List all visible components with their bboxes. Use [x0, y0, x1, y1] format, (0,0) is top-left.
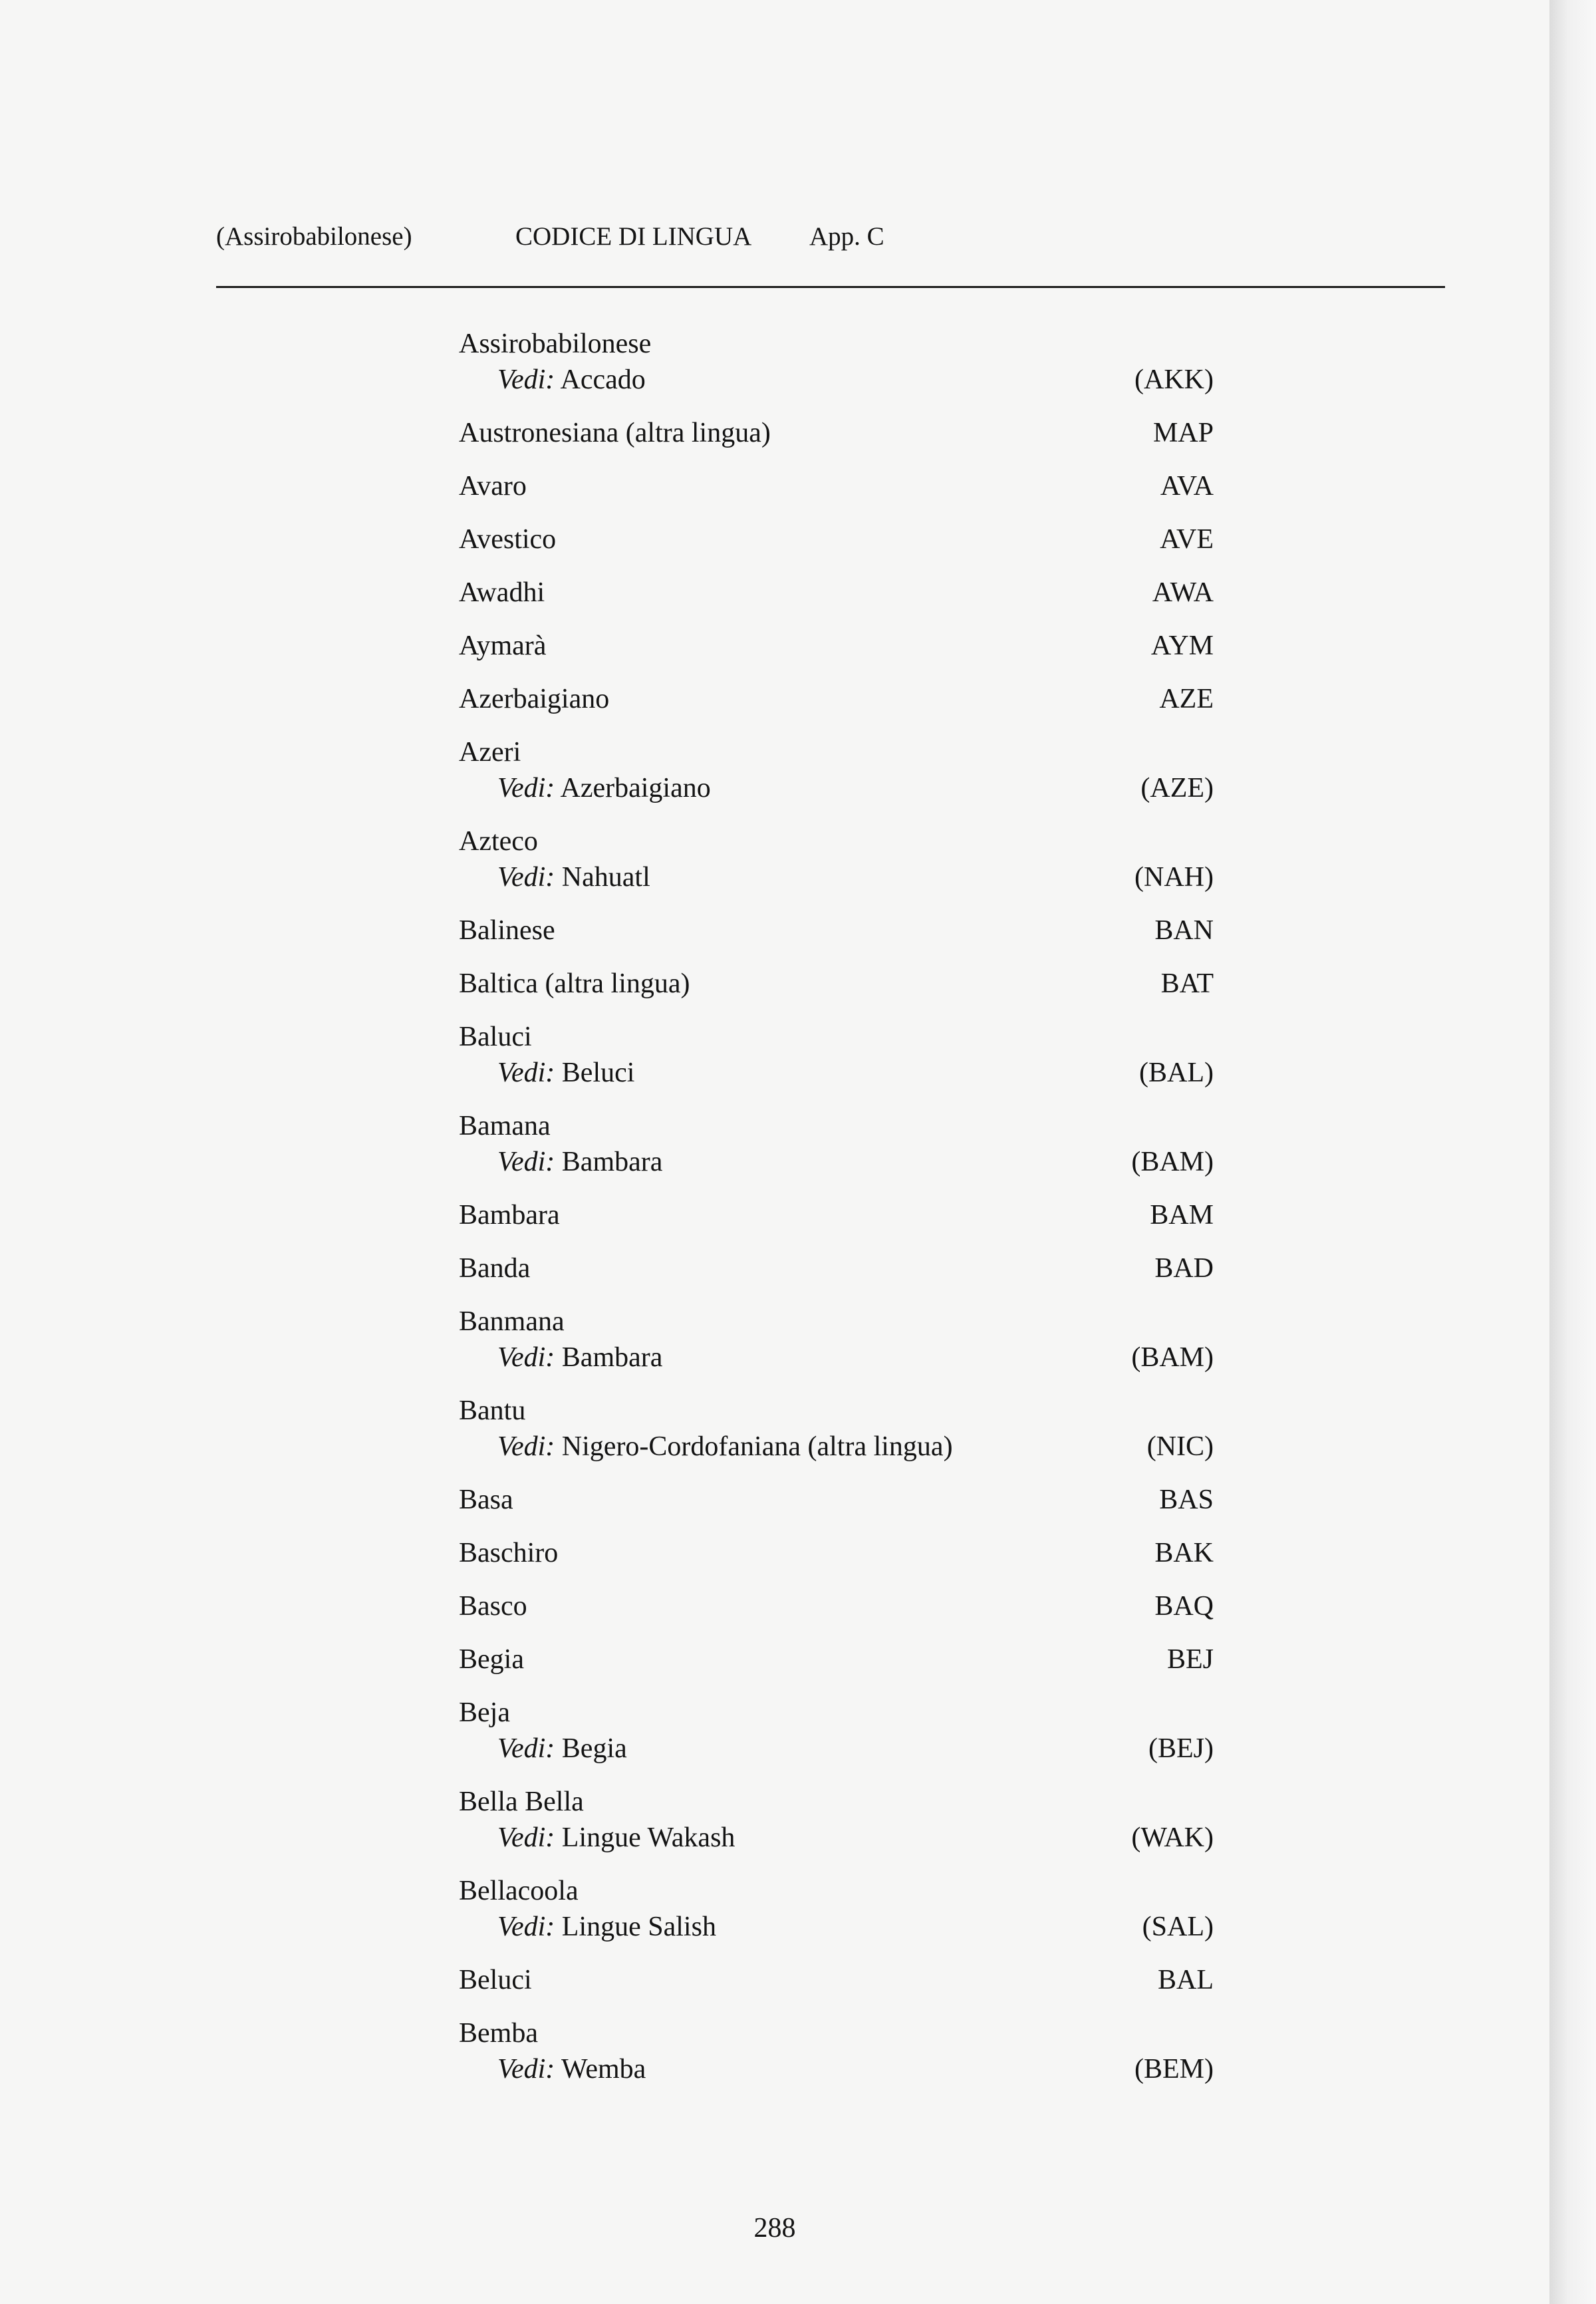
- list-item: [459, 2015, 1214, 2087]
- entry-code: AYM: [1150, 631, 1214, 661]
- entry-code: BAD: [1154, 1253, 1214, 1284]
- see-target: Nahuatl: [561, 862, 650, 893]
- entry-see-reference: [497, 1429, 953, 1465]
- entry-code: (BEM): [1134, 2054, 1214, 2085]
- entry-code: (AKK): [1134, 364, 1214, 395]
- entry-code: (NAH): [1134, 862, 1214, 893]
- entry-see-row: [459, 1429, 1214, 1465]
- entry-code: BAK: [1154, 1538, 1214, 1568]
- entry-code: BEJ: [1166, 1644, 1214, 1675]
- entry-see-reference: [497, 2051, 646, 2087]
- entry-code: BAL: [1158, 1965, 1214, 1995]
- list-item: [459, 326, 1214, 398]
- running-head-section: (Assirobabilonese): [216, 222, 412, 251]
- see-prefix: Vedi:: [497, 1147, 555, 1177]
- entry-term: Azerbaigiano: [459, 684, 610, 714]
- entry-see-reference: [497, 362, 646, 398]
- list-item: [459, 1642, 1214, 1677]
- entry-code: (BAM): [1131, 1342, 1214, 1373]
- entry-term: Balinese: [459, 915, 555, 946]
- list-item: [459, 468, 1214, 504]
- entry-see-reference: [497, 859, 650, 895]
- see-prefix: Vedi:: [497, 1431, 555, 1462]
- list-item: [459, 1535, 1214, 1571]
- see-target: Nigero-Cordofaniana (altra lingua): [561, 1431, 953, 1462]
- list-item: [459, 734, 1214, 806]
- entry-code: BAQ: [1154, 1591, 1214, 1622]
- entry-term: Basa: [459, 1485, 513, 1515]
- entry-term: Bellacoola: [459, 1876, 579, 1906]
- entry-term-row: [459, 1019, 1214, 1055]
- see-prefix: Vedi:: [497, 1822, 555, 1853]
- entry-see-reference: [497, 1055, 634, 1091]
- entry-term-row: [459, 1873, 1214, 1909]
- entry-term-row: [459, 1108, 1214, 1144]
- entry-code: (BEJ): [1148, 1733, 1214, 1764]
- entry-code: AWA: [1152, 577, 1214, 608]
- entry-see-reference: [497, 1340, 662, 1375]
- entry-term-row: [459, 913, 1214, 948]
- list-item: [459, 1019, 1214, 1091]
- see-target: Wemba: [561, 2054, 646, 2085]
- list-item: [459, 1197, 1214, 1233]
- entry-term: Avaro: [459, 471, 527, 502]
- entry-term: Basco: [459, 1591, 527, 1622]
- list-item: [459, 1873, 1214, 1945]
- entry-term: Baluci: [459, 1022, 532, 1052]
- page-edge-shadow: [1549, 0, 1596, 2304]
- entry-see-row: [459, 1731, 1214, 1767]
- entry-term-row: [459, 1642, 1214, 1677]
- list-item: [459, 681, 1214, 717]
- entry-see-row: [459, 2051, 1214, 2087]
- entry-term: Baschiro: [459, 1538, 559, 1568]
- see-prefix: Vedi:: [497, 1733, 555, 1764]
- see-target: Begia: [561, 1733, 627, 1764]
- list-item: [459, 1393, 1214, 1465]
- entry-term-row: [459, 415, 1214, 451]
- entry-term-row: [459, 521, 1214, 557]
- header-rule: [216, 286, 1445, 288]
- entry-term-row: [459, 1393, 1214, 1429]
- entry-term: Banda: [459, 1253, 531, 1284]
- entry-term-row: [459, 628, 1214, 664]
- entry-term: Bambara: [459, 1200, 560, 1230]
- entry-code: AZE: [1159, 684, 1214, 714]
- entry-term: Awadhi: [459, 577, 545, 608]
- list-item: [459, 1482, 1214, 1518]
- entry-see-row: [459, 1055, 1214, 1091]
- entry-term-row: [459, 468, 1214, 504]
- see-prefix: Vedi:: [497, 773, 555, 803]
- entry-see-row: [459, 1909, 1214, 1945]
- entry-term-row: [459, 1535, 1214, 1571]
- list-item: [459, 966, 1214, 1002]
- list-item: [459, 1588, 1214, 1624]
- see-target: Lingue Salish: [561, 1912, 716, 1942]
- entry-see-reference: [497, 1144, 662, 1180]
- entry-code: AVA: [1160, 471, 1214, 502]
- see-prefix: Vedi:: [497, 1058, 555, 1088]
- entry-term: Azeri: [459, 737, 521, 768]
- entry-term: Bella Bella: [459, 1787, 584, 1817]
- entry-term: Avestico: [459, 524, 557, 555]
- entry-term: Banmana: [459, 1306, 565, 1337]
- list-item: [459, 521, 1214, 557]
- entry-term: Austronesiana (altra lingua): [459, 418, 771, 448]
- entry-term: Bemba: [459, 2018, 538, 2049]
- entry-term-row: [459, 966, 1214, 1002]
- entry-term: Begia: [459, 1644, 524, 1675]
- see-prefix: Vedi:: [497, 1342, 555, 1373]
- entry-see-row: [459, 859, 1214, 895]
- entry-term: Assirobabilonese: [459, 329, 652, 359]
- entry-see-reference: [497, 1820, 735, 1856]
- entry-term-row: [459, 1482, 1214, 1518]
- entry-code: BAN: [1154, 915, 1214, 946]
- list-item: [459, 823, 1214, 895]
- entry-see-reference: [497, 770, 711, 806]
- entry-code: AVE: [1160, 524, 1214, 555]
- entry-term-row: [459, 575, 1214, 611]
- entry-term-row: [459, 326, 1214, 362]
- entry-code: (NIC): [1146, 1431, 1214, 1462]
- entry-term: Beluci: [459, 1965, 532, 1995]
- running-head-appendix: App. C: [809, 222, 884, 251]
- entry-term: Bantu: [459, 1395, 526, 1426]
- list-item: [459, 575, 1214, 611]
- entry-term: Beja: [459, 1697, 510, 1728]
- entry-term-row: [459, 1304, 1214, 1340]
- entry-code: MAP: [1152, 418, 1214, 448]
- entry-term-row: [459, 681, 1214, 717]
- entry-code: (AZE): [1140, 773, 1214, 803]
- entry-term-row: [459, 1250, 1214, 1286]
- entry-code: (WAK): [1131, 1822, 1214, 1853]
- entry-term-row: [459, 2015, 1214, 2051]
- entry-term-row: [459, 1197, 1214, 1233]
- see-prefix: Vedi:: [497, 364, 555, 395]
- entry-term-row: [459, 1962, 1214, 1998]
- entry-see-row: [459, 1144, 1214, 1180]
- entry-code: (SAL): [1142, 1912, 1214, 1942]
- entry-term: Bamana: [459, 1111, 551, 1141]
- list-item: [459, 1784, 1214, 1856]
- entry-term-row: [459, 823, 1214, 859]
- list-item: [459, 1962, 1214, 1998]
- page-number: 288: [753, 2213, 796, 2243]
- see-target: Bambara: [561, 1147, 663, 1177]
- entry-see-row: [459, 1820, 1214, 1856]
- entry-term-row: [459, 734, 1214, 770]
- entry-code: BAT: [1160, 968, 1214, 999]
- entry-see-row: [459, 770, 1214, 806]
- list-item: [459, 1304, 1214, 1375]
- see-prefix: Vedi:: [497, 2054, 555, 2085]
- list-item: [459, 1108, 1214, 1180]
- entry-see-reference: [497, 1909, 716, 1945]
- entry-code: (BAL): [1139, 1058, 1214, 1088]
- see-target: Accado: [560, 364, 646, 395]
- see-target: Beluci: [561, 1058, 635, 1088]
- entry-see-row: [459, 362, 1214, 398]
- see-target: Lingue Wakash: [561, 1822, 735, 1853]
- entry-term-row: [459, 1695, 1214, 1731]
- language-code-list: [459, 326, 1214, 2087]
- entry-see-row: [459, 1340, 1214, 1375]
- entry-code: BAS: [1159, 1485, 1214, 1515]
- see-target: Azerbaigiano: [560, 773, 711, 803]
- see-prefix: Vedi:: [497, 1912, 555, 1942]
- running-head-title: CODICE DI LINGUA: [515, 222, 752, 251]
- see-target: Bambara: [561, 1342, 663, 1373]
- entry-code: (BAM): [1131, 1147, 1214, 1177]
- entry-term-row: [459, 1784, 1214, 1820]
- entry-term-row: [459, 1588, 1214, 1624]
- entry-code: BAM: [1150, 1200, 1214, 1230]
- entry-see-reference: [497, 1731, 627, 1767]
- entry-term: Azteco: [459, 826, 538, 857]
- entry-term: Aymarà: [459, 631, 547, 661]
- entry-term: Baltica (altra lingua): [459, 968, 690, 999]
- list-item: [459, 1250, 1214, 1286]
- list-item: [459, 628, 1214, 664]
- list-item: [459, 913, 1214, 948]
- list-item: [459, 415, 1214, 451]
- list-item: [459, 1695, 1214, 1767]
- see-prefix: Vedi:: [497, 862, 555, 893]
